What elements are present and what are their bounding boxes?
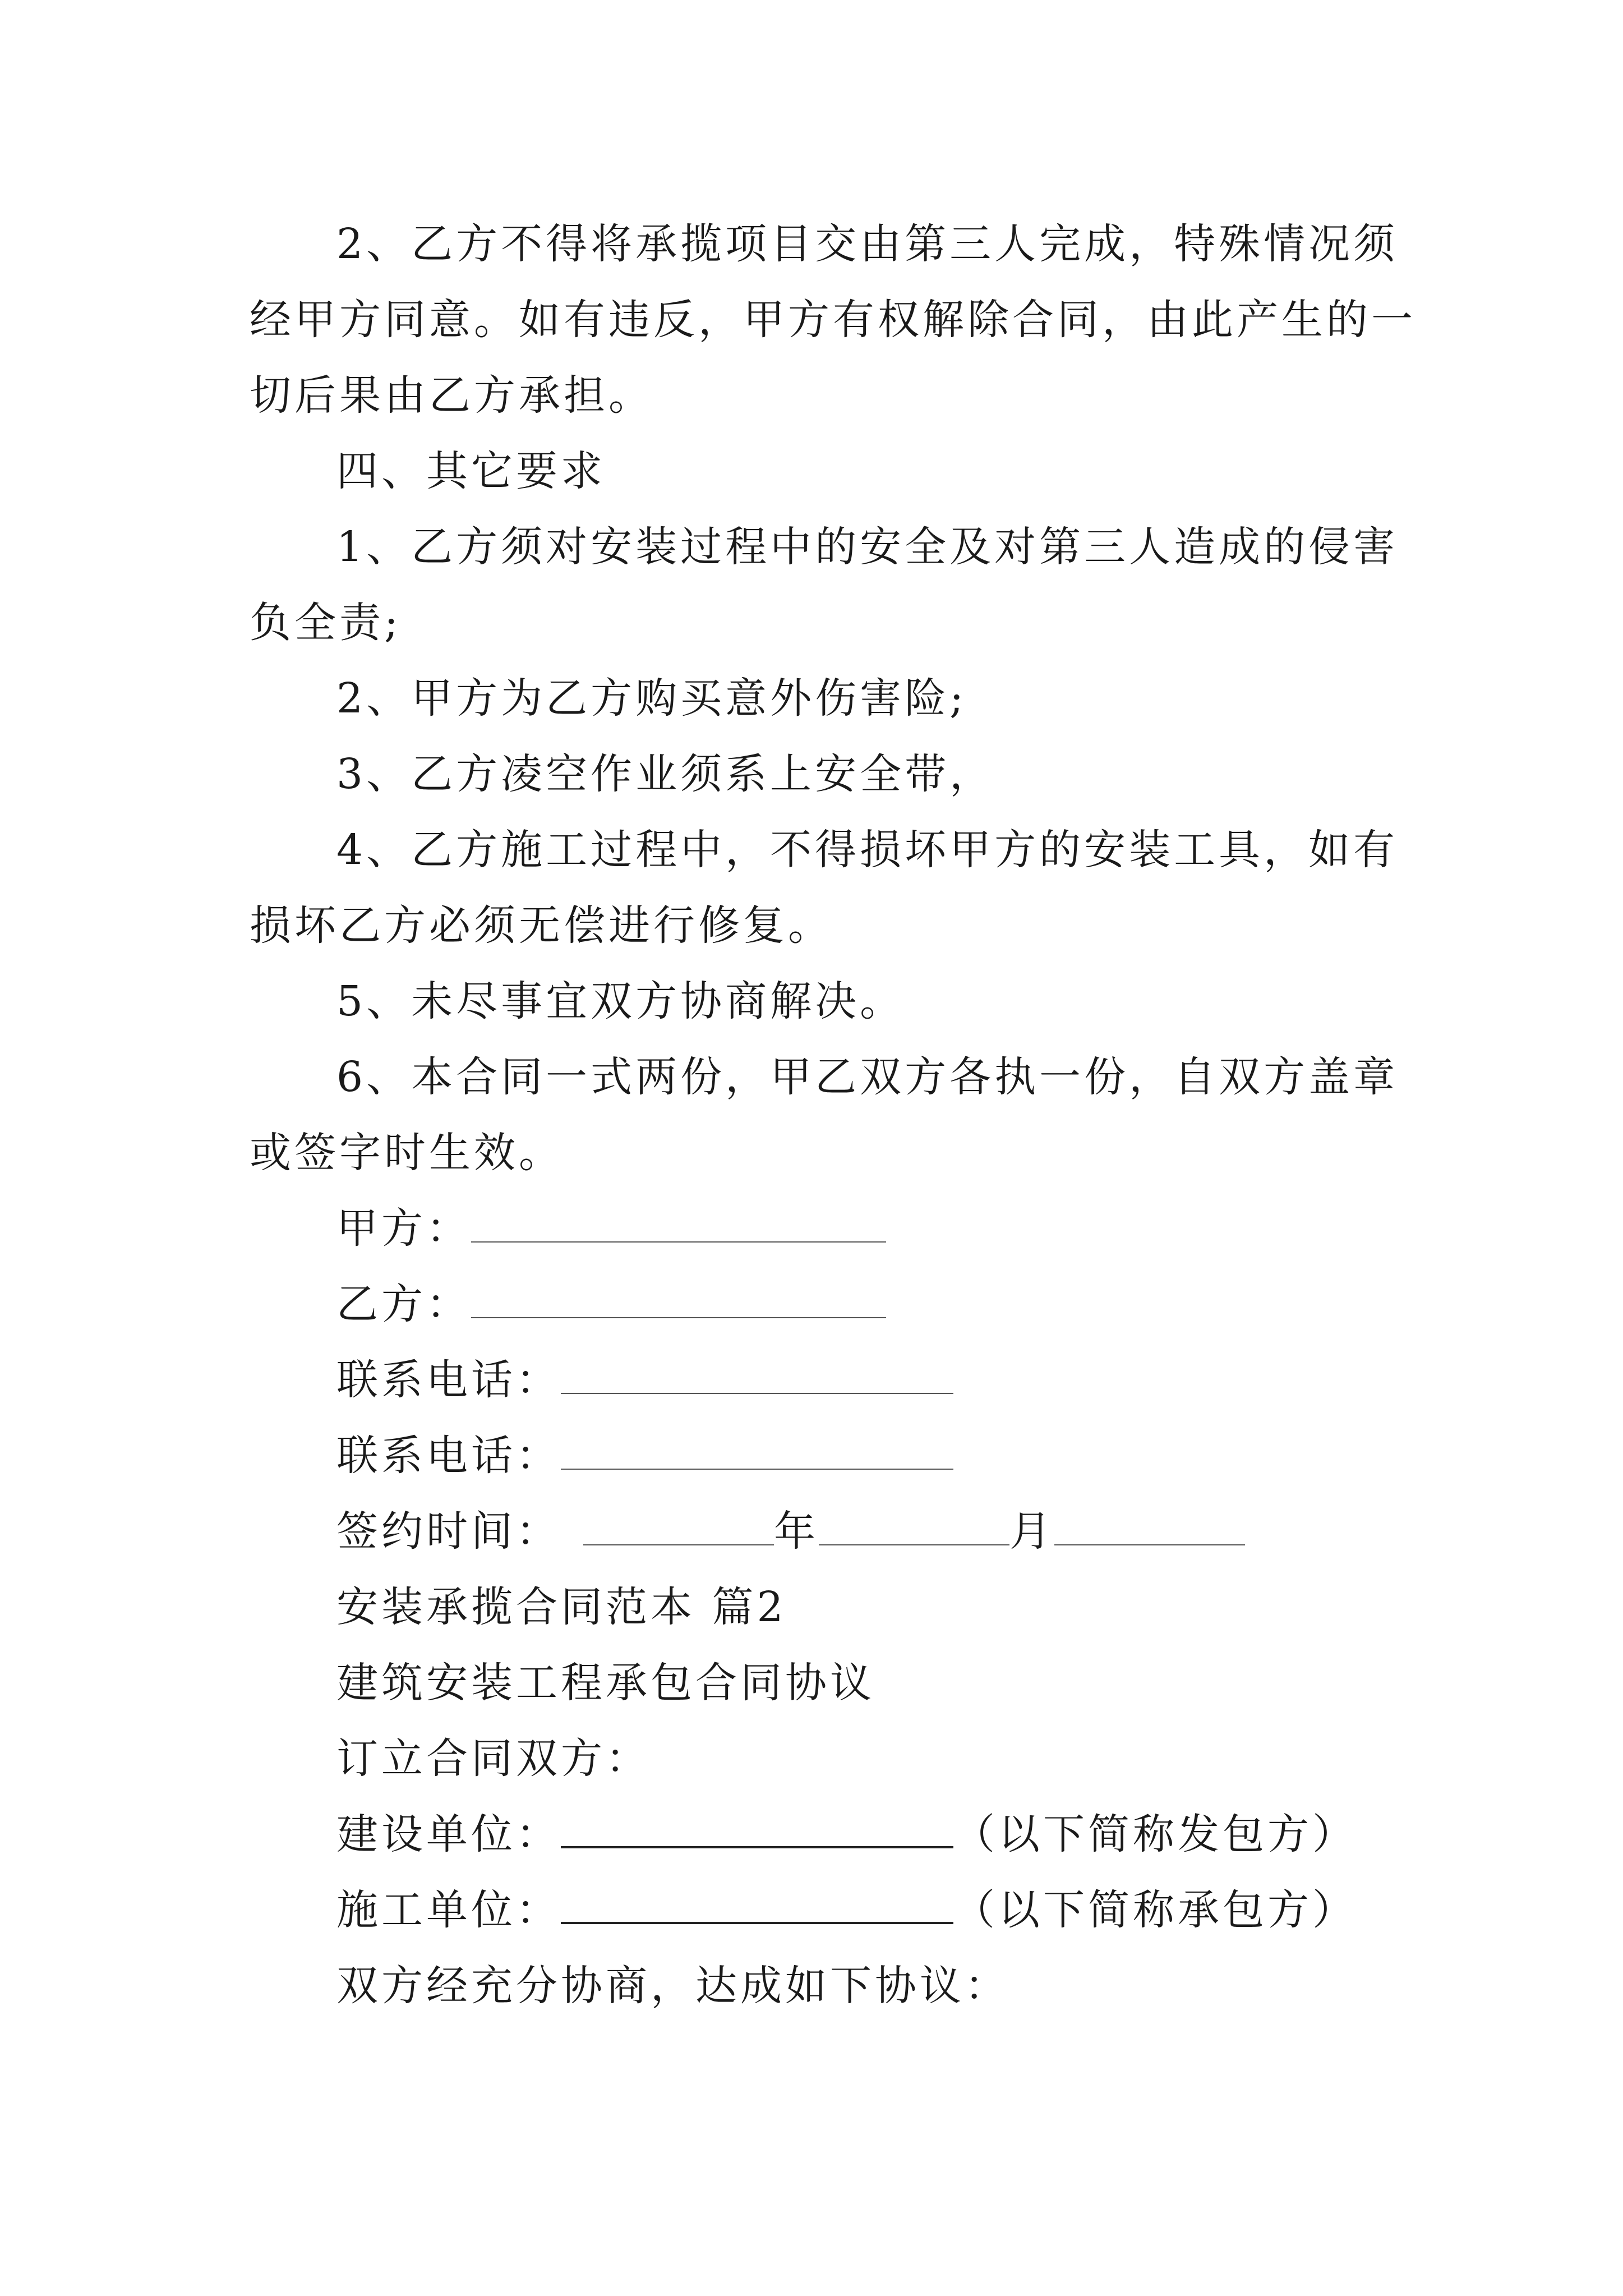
phone-label-2: 联系电话： [336, 1432, 561, 1480]
paragraph-line: 经甲方同意。如有违反，甲方有权解除合同，由此产生的一 [250, 296, 1416, 344]
paragraph-line: 负全责; [250, 599, 402, 647]
party-b-row [336, 1279, 886, 1329]
paragraph-line: 损坏乙方必须无偿进行修复。 [250, 901, 833, 950]
builder-row [336, 1809, 1357, 1860]
year-field[interactable] [583, 1510, 774, 1545]
builder-field[interactable] [561, 1811, 953, 1848]
month-field[interactable] [819, 1510, 1009, 1545]
paragraph-line: 5、未尽事宜双方协商解决。 [336, 977, 905, 1025]
builder-note: （以下简称发包方） [953, 1810, 1357, 1858]
paragraph-line: 2、甲方为乙方购买意外伤害险; [336, 674, 967, 723]
paragraph-line: 3、乙方凌空作业须系上安全带， [336, 750, 995, 798]
phone-row-2 [336, 1430, 953, 1481]
contractor-row [336, 1885, 1357, 1935]
party-a-field[interactable] [471, 1207, 886, 1243]
contractor-field[interactable] [561, 1887, 953, 1924]
date-label: 签约时间： [336, 1507, 561, 1556]
party-b-label: 乙方： [336, 1280, 471, 1328]
parties-intro: 订立合同双方： [336, 1734, 651, 1783]
builder-label: 建设单位： [336, 1810, 561, 1858]
day-field[interactable] [1054, 1510, 1245, 1545]
party-a-label: 甲方： [336, 1204, 471, 1253]
year-label: 年 [774, 1507, 819, 1556]
paragraph-line: 切后果由乙方承担。 [250, 371, 653, 420]
section-heading: 四、其它要求 [336, 447, 606, 495]
month-label: 月 [1009, 1507, 1054, 1556]
paragraph-line: 或签字时生效。 [250, 1129, 564, 1177]
paragraph-line: 1、乙方须对安装过程中的安全及对第三人造成的侵害 [336, 523, 1399, 571]
paragraph-line: 2、乙方不得将承揽项目交由第三人完成，特殊情况须 [336, 220, 1399, 268]
phone-row-1 [336, 1355, 953, 1405]
paragraph-line: 4、乙方施工过程中，不得损坏甲方的安装工具，如有 [336, 826, 1399, 874]
contractor-label: 施工单位： [336, 1886, 561, 1934]
phone-field-2[interactable] [561, 1434, 953, 1470]
phone-label-1: 联系电话： [336, 1356, 561, 1404]
phone-field-1[interactable] [561, 1358, 953, 1394]
party-a-row [336, 1203, 886, 1254]
contract-title: 建筑安装工程承包合同协议 [336, 1659, 875, 1707]
contractor-note: （以下简称承包方） [953, 1886, 1357, 1934]
agreement-intro: 双方经充分协商，达成如下协议： [336, 1962, 1009, 2010]
party-b-field[interactable] [471, 1282, 886, 1318]
paragraph-line: 6、本合同一式两份，甲乙双方各执一份，自双方盖章 [336, 1053, 1399, 1101]
section-heading: 安装承揽合同范本 篇2 [336, 1583, 787, 1631]
date-row [336, 1506, 1245, 1557]
